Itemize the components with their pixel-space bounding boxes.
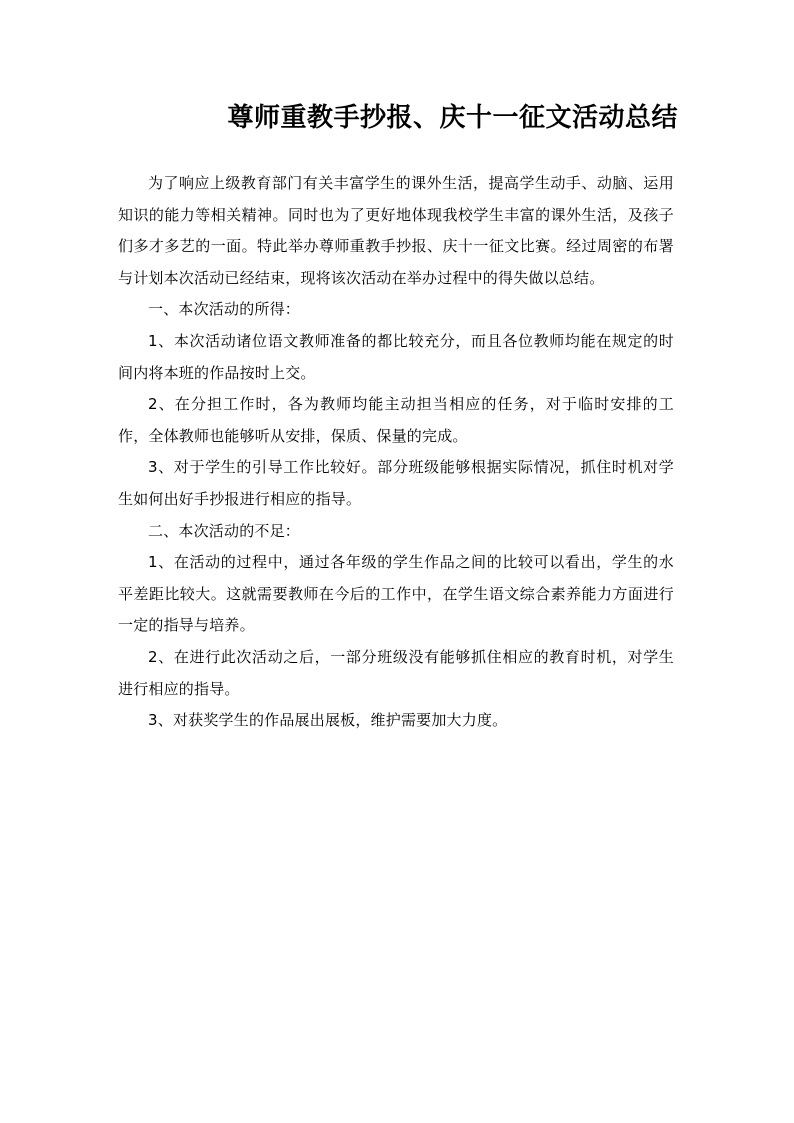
paragraph-gain-1: 1、本次活动诸位语文教师准备的都比较充分，而且各位教师均能在规定的时间内将本班的作品按时上交。 [118,331,674,382]
paragraph-shortcoming-3: 3、对获奖学生的作品展出展板，维护需要加大力度。 [148,711,508,730]
paragraph-intro: 为了响应上级教育部门有关丰富学生的课外生活，提高学生动手、动脑、运用知识的能力等相关精神。同时也为了更好地体现我校学生丰富的课外生活，及孩子们多才多艺的一面。特此举办尊师重教手抄报、庆十一征文比赛。经过周密的布署与计划本次活动已经结束，现将该次活动在举办过程中的得失做以总结。 [118,174,674,287]
paragraph-gain-2: 2、在分担工作时，各为教师均能主动担当相应的任务，对于临时安排的工作，全体教师也能够听从安排，保质、保量的完成。 [118,395,674,445]
document-title: 尊师重教手抄报、庆十一征文活动总结 [227,103,678,133]
paragraph-shortcoming-1: 1、在活动的过程中，通过各年级的学生作品之间的比较可以看出，学生的水平差距比较大。这就需要教师在今后的工作中，在学生语文综合素养能力方面进行一定的指导与培养。 [118,553,674,635]
paragraph-shortcoming-2: 2、在进行此次活动之后，一部分班级没有能够抓住相应的教育时机，对学生进行相应的指导。 [118,647,674,698]
document-body [118,168,674,737]
section-heading-gains: 一、本次活动的所得： [148,300,301,319]
section-heading-shortcomings: 二、本次活动的不足： [148,521,301,540]
paragraph-gain-3: 3、对于学生的引导工作比较好。部分班级能够根据实际情况，抓住时机对学生如何出好手抄报进行相应的指导。 [118,458,674,508]
